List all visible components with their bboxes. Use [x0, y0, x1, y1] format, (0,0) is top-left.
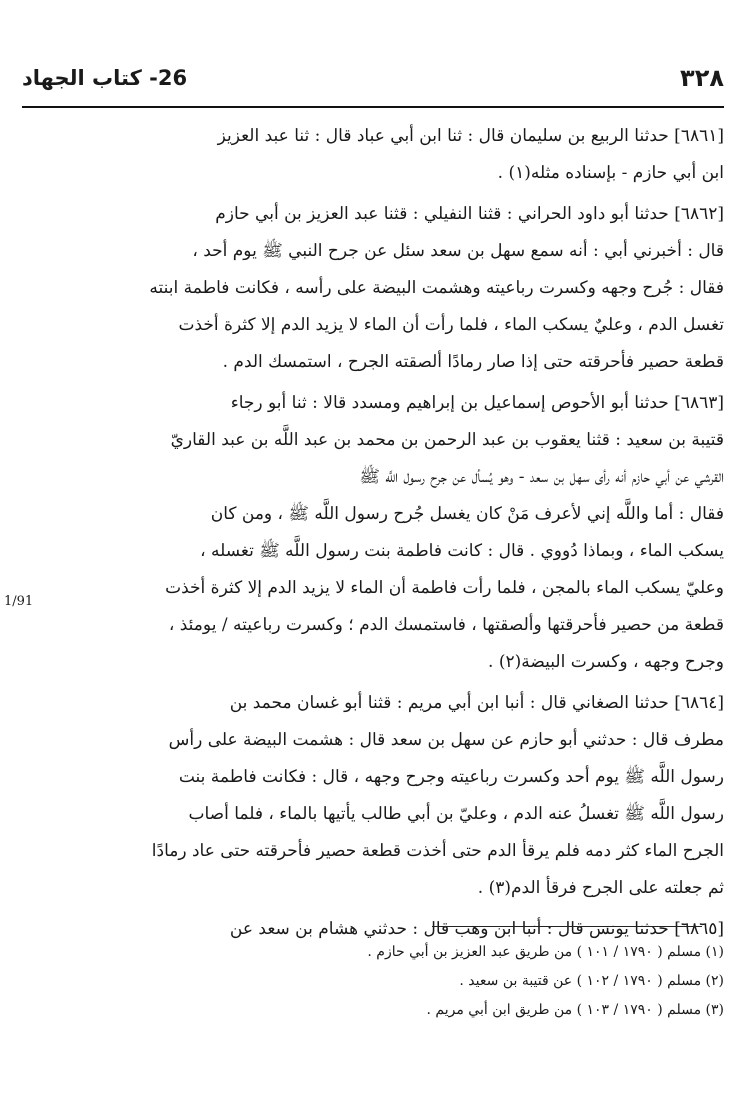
hadith-entry	[26, 385, 724, 681]
text-line: تغسل الدم ، وعليٌ يسكب الماء ، فلما رأت أن الماء لا يزيد الدم إلا كثرة أخذت	[178, 315, 724, 335]
text-line: قطعة من حصير فأحرقتها وألصقتها ، فاستمسك الدم ؛ وكسرت رباعيته / يومئذ ،	[168, 615, 724, 635]
hadith-entry	[26, 196, 724, 381]
text-line: القرشي عن أبي حازم أنه رأى سهل بن سعد - وهو يُسأل عن جرح رسول اللَّه ﷺ	[359, 467, 724, 487]
text-line: فقال : أما واللَّه إني لأعرف مَنْ كان يغسل جُرح رسول اللَّه ﷺ ، ومن كان	[210, 504, 724, 524]
hadith-first-line: [٦٨٦٥] حدثنا يونس قال : أنبا ابن وهب قال : حدثني هشام بن سعد عن	[229, 919, 724, 939]
hadith-entry	[26, 685, 724, 907]
running-header	[22, 62, 724, 108]
hadith-first-line: [٦٨٦٣] حدثنا أبو الأحوص إسماعيل بن إبراهيم ومسدد قالا : ثنا أبو رجاء	[230, 393, 724, 413]
footnote: (٢) مسلم ( ١٧٩٠ / ١٠٢ ) عن قتيبة بن سعيد .	[459, 973, 724, 989]
text-line: الجرح الماء كثر دمه فلم يرقأ الدم حتى أخذت قطعة حصير فأحرقته حتى عاد رمادًا	[151, 841, 724, 861]
footnotes	[124, 938, 724, 1025]
hadith-first-line: [٦٨٦١] حدثنا الربيع بن سليمان قال : ثنا ابن أبي عباد قال : ثنا عبد العزيز	[217, 126, 724, 146]
chapter-title: 26- كتاب الجهاد	[22, 66, 188, 90]
text-line: رسول اللَّه ﷺ يوم أحد وكسرت رباعيته وجرح وجهه ، قال : فكانت فاطمة بنت	[178, 767, 724, 787]
text-line: مطرف قال : حدثني أبو حازم عن سهل بن سعد قال : هشمت البيضة على رأس	[168, 730, 724, 750]
margin-folio-note: 1/91	[4, 594, 34, 609]
text-line: وعليّ يسكب الماء بالمجن ، فلما رأت فاطمة أن الماء لا يزيد الدم إلا كثرة أخذت	[165, 578, 724, 598]
text-line: رسول اللَّه ﷺ تغسلُ عنه الدم ، وعليّ بن أبي طالب يأتيها بالماء ، فلما أصاب	[188, 804, 724, 824]
footnote-separator	[432, 926, 702, 927]
hadith-entry	[26, 118, 724, 192]
text-line: فقال : جُرح وجهه وكسرت رباعيته وهشمت البيضة على رأسه ، فكانت فاطمة ابنته	[149, 278, 724, 298]
hadith-first-line: [٦٨٦٢] حدثنا أبو داود الحراني : قثنا النفيلي : قثنا عبد العزيز بن أبي حازم	[215, 204, 724, 224]
text-line: ابن أبي حازم - بإسناده مثله(١) .	[497, 163, 724, 183]
text-line: قتيبة بن سعيد : قثنا يعقوب بن عبد الرحمن بن محمد بن عبد اللَّه بن عبد القاريّ	[170, 430, 724, 450]
hadith-first-line: [٦٨٦٤] حدثنا الصغاني قال : أنبا ابن أبي مريم : قثنا أبو غسان محمد بن	[229, 693, 724, 713]
main-text	[26, 118, 724, 952]
text-line: ثم جعلته على الجرح فرقأ الدم(٣) .	[477, 878, 724, 898]
text-line: قال : أخبرني أبي : أنه سمع سهل بن سعد سئل عن جرح النبي ﷺ يوم أحد ،	[192, 241, 724, 261]
text-line: قطعة حصير فأحرقته حتى إذا صار رمادًا ألصقته الجرح ، استمسك الدم .	[222, 352, 724, 372]
page-number: ٣٢٨	[680, 64, 724, 92]
text-line: وجرح وجهه ، وكسرت البيضة(٢) .	[488, 652, 724, 672]
text-line: يسكب الماء ، وبماذا دُووي . قال : كانت فاطمة بنت رسول اللَّه ﷺ تغسله ،	[200, 541, 724, 561]
footnote: (٣) مسلم ( ١٧٩٠ / ١٠٣ ) من طريق ابن أبي مريم .	[426, 1002, 724, 1018]
footnote: (١) مسلم ( ١٧٩٠ / ١٠١ ) من طريق عبد العزيز بن أبي حازم .	[367, 944, 724, 960]
